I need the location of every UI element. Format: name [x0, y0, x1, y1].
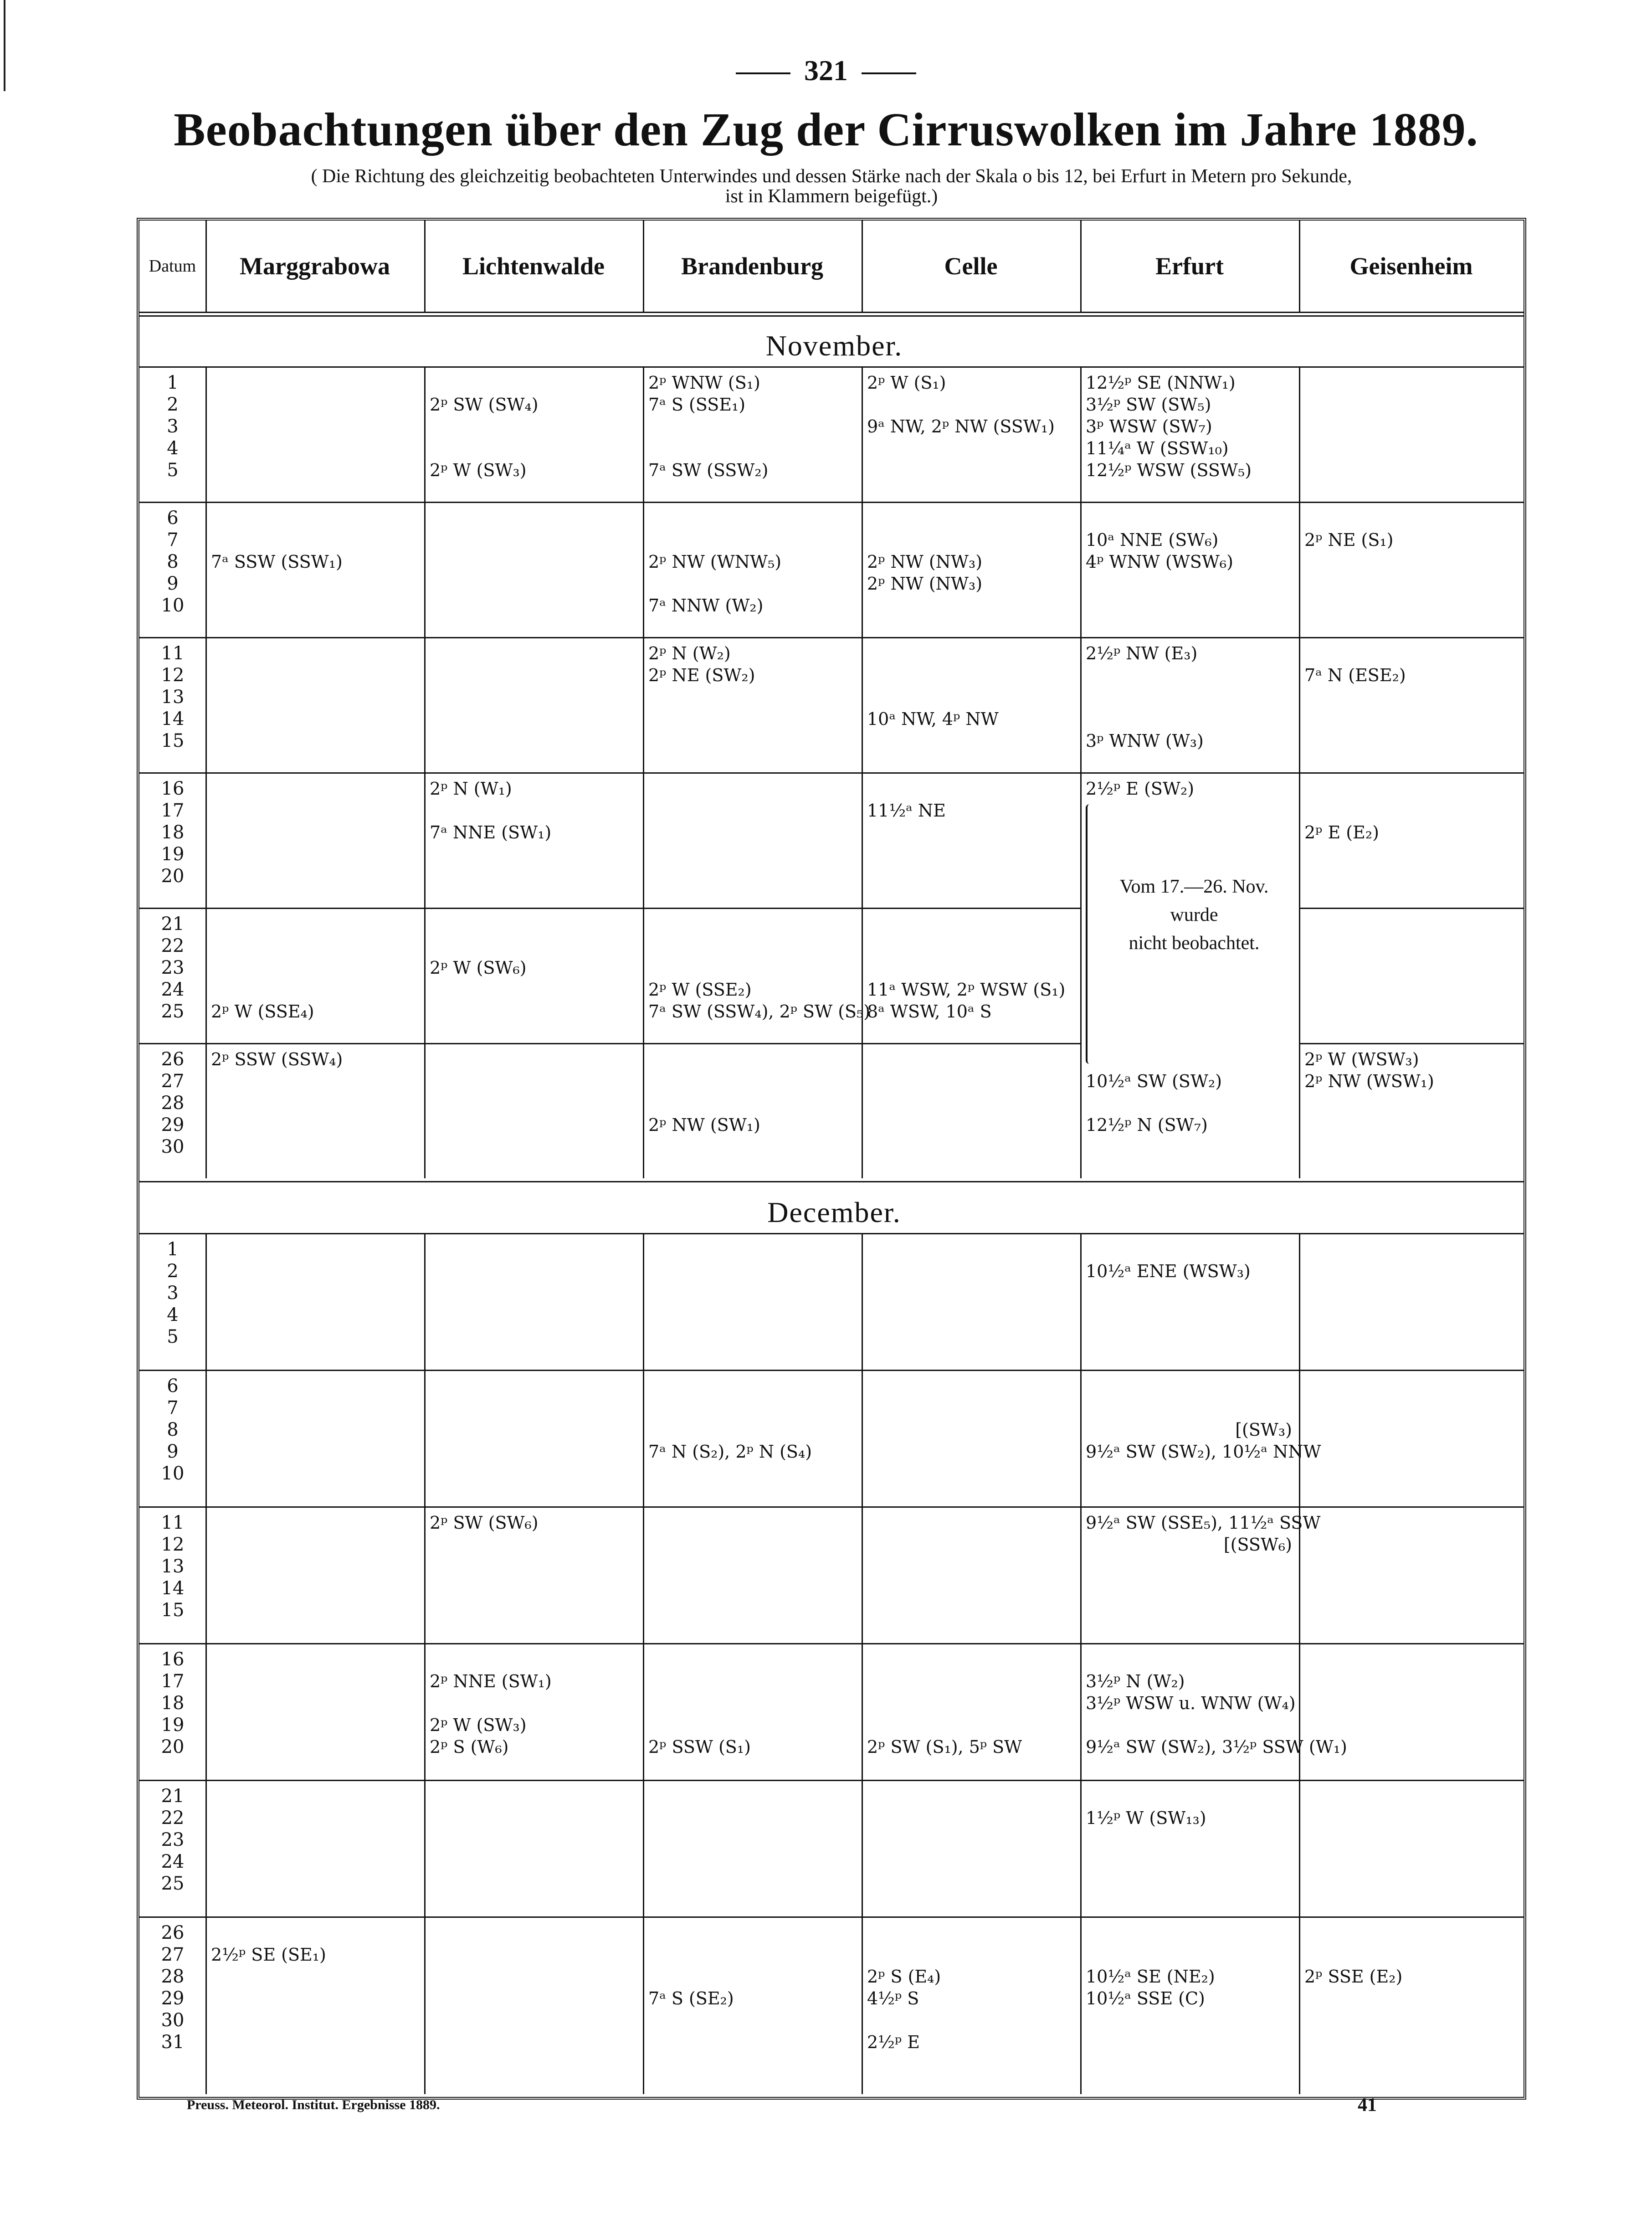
nov-day-20: 20: [161, 866, 185, 887]
nov-entry-geisenheim: 2ᵖ NE (S₁): [1304, 530, 1394, 550]
nov-entry-geisenheim: 2ᵖ E (E₂): [1304, 822, 1379, 842]
nov-group-rule: [1299, 1043, 1524, 1044]
nov-entry-celle: 2ᵖ NW (NW₃): [867, 552, 983, 572]
column-rule-dec-3: [643, 1233, 644, 2094]
nov-entry-erfurt: 10½ᵃ SW (SW₂): [1086, 1071, 1222, 1091]
nov-entry-marggrabowa: 2ᵖ W (SSE₄): [211, 1002, 314, 1022]
nov-day-27: 27: [161, 1071, 185, 1092]
nov-day-24: 24: [161, 979, 185, 1000]
dec-day-9: 9: [167, 1441, 179, 1462]
column-rule-dec-4: [862, 1233, 863, 2094]
page-subtitle: [137, 166, 1526, 206]
nov-entry-brandenburg: 2ᵖ WNW (S₁): [648, 373, 760, 393]
dash-right: [862, 72, 916, 74]
page-number-text: 321: [804, 54, 848, 87]
nov-group-rule: [139, 502, 1524, 503]
dec-day-14: 14: [161, 1578, 185, 1599]
dec-day-21: 21: [161, 1786, 185, 1807]
dec-day-22: 22: [161, 1808, 185, 1828]
dec-day-3: 3: [167, 1283, 179, 1304]
header-rule: [139, 312, 1524, 313]
erfurt-no-observation-note: [1094, 873, 1294, 957]
nov-entry-brandenburg: 2ᵖ W (SSE₂): [648, 980, 752, 1000]
nov-entry-lichtenwalde: 2ᵖ W (SW₆): [430, 958, 527, 978]
dec-entry-brandenburg: 2ᵖ SSW (S₁): [648, 1737, 751, 1757]
dec-day-8: 8: [167, 1419, 179, 1440]
nov-group-rule: [139, 1043, 1080, 1044]
erfurt-note-line: wurde: [1170, 904, 1218, 925]
column-header-geisenheim: Geisenheim: [1349, 252, 1473, 280]
column-rule-dec-2: [424, 1233, 426, 2094]
column-header-lichtenwalde: Lichtenwalde: [462, 252, 605, 280]
dec-entry-lichtenwalde: 2ᵖ S (W₆): [430, 1737, 509, 1757]
nov-entry-erfurt: 2½ᵖ E (SW₂): [1086, 779, 1195, 799]
column-header-datum: Datum: [149, 257, 196, 276]
footer-sheet-number: 41: [1358, 2095, 1377, 2116]
column-header-brandenburg: Brandenburg: [681, 252, 824, 280]
nov-entry-brandenburg: 7ᵃ S (SSE₁): [648, 395, 746, 415]
dec-day-17: 17: [161, 1671, 185, 1692]
nov-group-rule: [139, 908, 1080, 909]
dash-left: [736, 72, 790, 74]
page-title: Beobachtungen über den Zug der Cirruswolken im Jahre 1889.: [174, 103, 1478, 156]
dec-entry-erfurt: 9½ᵃ SW (SW₂), 10½ᵃ NNW: [1086, 1442, 1321, 1462]
dec-day-12: 12: [161, 1534, 185, 1555]
nov-entry-erfurt: 3ᵖ WSW (SW₇): [1086, 416, 1212, 437]
dec-entry-celle: 4½ᵖ S: [867, 1988, 919, 2008]
dec-entry-lichtenwalde: 2ᵖ NNE (SW₁): [430, 1671, 552, 1691]
dec-entry-lichtenwalde: 2ᵖ W (SW₃): [430, 1715, 527, 1735]
nov-entry-celle: 11ᵃ WSW, 2ᵖ WSW (S₁): [867, 980, 1066, 1000]
nov-entry-celle: 2ᵖ W (S₁): [867, 373, 946, 393]
dec-group-rule: [139, 1506, 1524, 1508]
dec-day-24: 24: [161, 1851, 185, 1872]
nov-entry-celle: 11½ᵃ NE: [867, 801, 946, 821]
nov-entry-geisenheim: 2ᵖ NW (WSW₁): [1304, 1071, 1434, 1091]
nov-day-12: 12: [161, 665, 185, 686]
dec-day-20: 20: [161, 1736, 185, 1757]
dec-day-7: 7: [167, 1397, 179, 1418]
nov-day-5: 5: [167, 460, 179, 481]
dec-entry-celle: 2ᵖ SW (S₁), 5ᵖ SW: [867, 1737, 1022, 1757]
column-header-celle: Celle: [944, 252, 998, 280]
dec-day-6: 6: [167, 1376, 179, 1397]
dec-group-rule: [139, 1916, 1524, 1918]
dec-day-16: 16: [161, 1649, 185, 1670]
nov-entry-brandenburg: 2ᵖ NW (WNW₅): [648, 552, 782, 572]
dec-day-31: 31: [161, 2032, 185, 2053]
subtitle-line-2: ist in Klammern beigefügt.): [725, 186, 938, 207]
month-rule-top-december: [139, 1181, 1524, 1182]
nov-entry-marggrabowa: 2ᵖ SSW (SSW₄): [211, 1049, 343, 1069]
dec-day-18: 18: [161, 1693, 185, 1714]
dec-entry-lichtenwalde: 2ᵖ SW (SW₆): [430, 1513, 539, 1533]
nov-entry-marggrabowa: 7ᵃ SSW (SSW₁): [211, 552, 343, 572]
dec-group-rule: [139, 1370, 1524, 1371]
nov-day-23: 23: [161, 957, 185, 978]
erfurt-note-line: Vom 17.—26. Nov.: [1119, 876, 1269, 897]
nov-day-21: 21: [161, 914, 185, 935]
dec-entry-brandenburg: 7ᵃ S (SE₂): [648, 1988, 734, 2008]
nov-entry-geisenheim: 7ᵃ N (ESE₂): [1304, 665, 1406, 685]
nov-day-26: 26: [161, 1049, 185, 1070]
dec-day-15: 15: [161, 1600, 185, 1621]
dec-group-rule: [139, 1780, 1524, 1781]
nov-entry-lichtenwalde: 2ᵖ N (W₁): [430, 779, 512, 799]
nov-day-16: 16: [161, 778, 185, 799]
erfurt-note-brace: [1086, 804, 1095, 1064]
month-label-november: November.: [765, 329, 903, 362]
nov-day-9: 9: [167, 573, 179, 594]
nov-day-14: 14: [161, 709, 185, 729]
dec-entry-erfurt: 10½ᵃ SSE (C): [1086, 1988, 1205, 2008]
dec-day-28: 28: [161, 1966, 185, 1987]
nov-day-4: 4: [167, 438, 179, 459]
nov-entry-geisenheim: 2ᵖ W (WSW₃): [1304, 1049, 1419, 1069]
nov-entry-erfurt: 4ᵖ WNW (WSW₆): [1086, 552, 1233, 572]
month-rule-december: [139, 1233, 1524, 1234]
nov-day-17: 17: [161, 800, 185, 821]
nov-entry-erfurt: 2½ᵖ NW (E₃): [1086, 643, 1198, 663]
dec-entry-erfurt: [(SW₃): [1235, 1420, 1292, 1440]
footer-source: Preuss. Meteorol. Institut. Ergebnisse 1889.: [187, 2097, 440, 2112]
nov-day-25: 25: [161, 1001, 185, 1022]
dec-group-rule: [139, 1643, 1524, 1644]
column-rule-head-3: [643, 221, 644, 312]
nov-day-15: 15: [161, 730, 185, 751]
nov-entry-erfurt: 12½ᵖ N (SW₇): [1086, 1115, 1208, 1135]
dec-day-30: 30: [161, 2010, 185, 2031]
dec-day-19: 19: [161, 1715, 185, 1736]
nov-entry-celle: 8ᵃ WSW, 10ᵃ S: [867, 1002, 992, 1022]
observation-table: [137, 218, 1526, 2100]
nov-entry-celle: 10ᵃ NW, 4ᵖ NW: [867, 709, 999, 729]
dec-entry-erfurt: 10½ᵃ ENE (WSW₃): [1086, 1261, 1251, 1281]
dec-day-13: 13: [161, 1556, 185, 1577]
nov-entry-celle: 2ᵖ NW (NW₃): [867, 574, 983, 594]
nov-entry-erfurt: 12½ᵖ SE (NNW₁): [1086, 373, 1236, 393]
nov-day-3: 3: [167, 416, 179, 437]
nov-day-2: 2: [167, 394, 179, 415]
dec-entry-brandenburg: 7ᵃ N (S₂), 2ᵖ N (S₄): [648, 1442, 812, 1462]
month-rule-november: [139, 366, 1524, 368]
dec-day-1: 1: [167, 1239, 179, 1260]
dec-entry-erfurt: [(SSW₆): [1223, 1535, 1292, 1555]
nov-day-29: 29: [161, 1114, 185, 1135]
dec-entry-erfurt: 9½ᵃ SW (SSE₅), 11½ᵃ SSW: [1086, 1513, 1321, 1533]
nov-day-22: 22: [161, 935, 185, 956]
dec-day-4: 4: [167, 1305, 179, 1325]
nov-day-13: 13: [161, 687, 185, 708]
nov-day-1: 1: [167, 372, 179, 393]
dec-entry-erfurt: 1½ᵖ W (SW₁₃): [1086, 1808, 1206, 1828]
nov-day-30: 30: [161, 1136, 185, 1157]
dec-day-25: 25: [161, 1873, 185, 1894]
dec-entry-erfurt: 3½ᵖ N (W₂): [1086, 1671, 1185, 1691]
dec-entry-celle: 2½ᵖ E: [867, 2032, 920, 2052]
page-number: [0, 54, 1652, 87]
dec-entry-geisenheim: 2ᵖ SSE (E₂): [1304, 1967, 1403, 1987]
dec-day-29: 29: [161, 1988, 185, 2009]
nov-entry-celle: 9ᵃ NW, 2ᵖ NW (SSW₁): [867, 416, 1055, 437]
nov-day-11: 11: [161, 643, 185, 664]
nov-day-6: 6: [167, 508, 179, 529]
nov-entry-brandenburg: 7ᵃ SW (SSW₂): [648, 460, 769, 480]
nov-day-7: 7: [167, 529, 179, 550]
dec-entry-erfurt: 9½ᵃ SW (SW₂), 3½ᵖ SSW (W₁): [1086, 1737, 1347, 1757]
dec-day-27: 27: [161, 1944, 185, 1965]
month-label-december: December.: [767, 1196, 901, 1228]
nov-entry-erfurt: 10ᵃ NNE (SW₆): [1086, 530, 1219, 550]
nov-day-19: 19: [161, 844, 185, 865]
dec-day-26: 26: [161, 1922, 185, 1943]
nov-group-rule: [139, 772, 1524, 774]
column-rule-head-6: [1299, 221, 1300, 312]
header-rule-2: [139, 315, 1524, 317]
nov-entry-erfurt: 11¼ᵃ W (SSW₁₀): [1086, 438, 1229, 458]
column-rule-head-4: [862, 221, 863, 312]
column-rule-dec-5: [1080, 1233, 1082, 2094]
dec-day-23: 23: [161, 1829, 185, 1850]
column-header-erfurt: Erfurt: [1155, 252, 1224, 280]
dec-entry-erfurt: 3½ᵖ WSW u. WNW (W₄): [1086, 1693, 1296, 1713]
nov-entry-brandenburg: 7ᵃ SW (SSW₄), 2ᵖ SW (S₅): [648, 1002, 871, 1022]
dec-entry-erfurt: 10½ᵃ SE (NE₂): [1086, 1967, 1215, 1987]
dec-day-2: 2: [167, 1261, 179, 1282]
dec-day-10: 10: [161, 1463, 185, 1484]
nov-day-28: 28: [161, 1093, 185, 1114]
column-header-marggrabowa: Marggrabowa: [240, 252, 390, 280]
column-rule-head-2: [424, 221, 426, 312]
nov-day-8: 8: [167, 551, 179, 572]
nov-group-rule: [1299, 908, 1524, 909]
nov-entry-erfurt: 3½ᵖ SW (SW₅): [1086, 395, 1211, 415]
nov-entry-brandenburg: 7ᵃ NNW (W₂): [648, 596, 764, 616]
subtitle-line-1: ( Die Richtung des gleichzeitig beobachteten Unterwindes und dessen Stärke nach der Skala o bis 12, bei Erfurt in Metern pro Sekunde,: [311, 166, 1352, 187]
nov-entry-brandenburg: 2ᵖ NW (SW₁): [648, 1115, 760, 1135]
nov-entry-brandenburg: 2ᵖ N (W₂): [648, 643, 731, 663]
nov-entry-brandenburg: 2ᵖ NE (SW₂): [648, 665, 755, 685]
column-rule-dec-6: [1299, 1233, 1300, 2094]
nov-day-10: 10: [161, 595, 185, 616]
nov-group-rule: [139, 637, 1524, 638]
erfurt-note-line: nicht beobachtet.: [1129, 933, 1260, 954]
nov-entry-erfurt: 12½ᵖ WSW (SSW₅): [1086, 460, 1252, 480]
dec-entry-marggrabowa: 2½ᵖ SE (SE₁): [211, 1945, 326, 1965]
column-rule-head-5: [1080, 221, 1082, 312]
nov-entry-lichtenwalde: 2ᵖ SW (SW₄): [430, 395, 539, 415]
column-rule-dec-1: [205, 1233, 207, 2094]
nov-entry-lichtenwalde: 2ᵖ W (SW₃): [430, 460, 527, 480]
dec-day-5: 5: [167, 1326, 179, 1347]
dec-day-11: 11: [161, 1512, 185, 1533]
nov-day-18: 18: [161, 822, 185, 843]
nov-entry-lichtenwalde: 7ᵃ NNE (SW₁): [430, 822, 552, 842]
nov-entry-erfurt: 3ᵖ WNW (W₃): [1086, 731, 1204, 751]
column-rule-head-1: [205, 221, 207, 312]
dec-entry-celle: 2ᵖ S (E₄): [867, 1967, 941, 1987]
